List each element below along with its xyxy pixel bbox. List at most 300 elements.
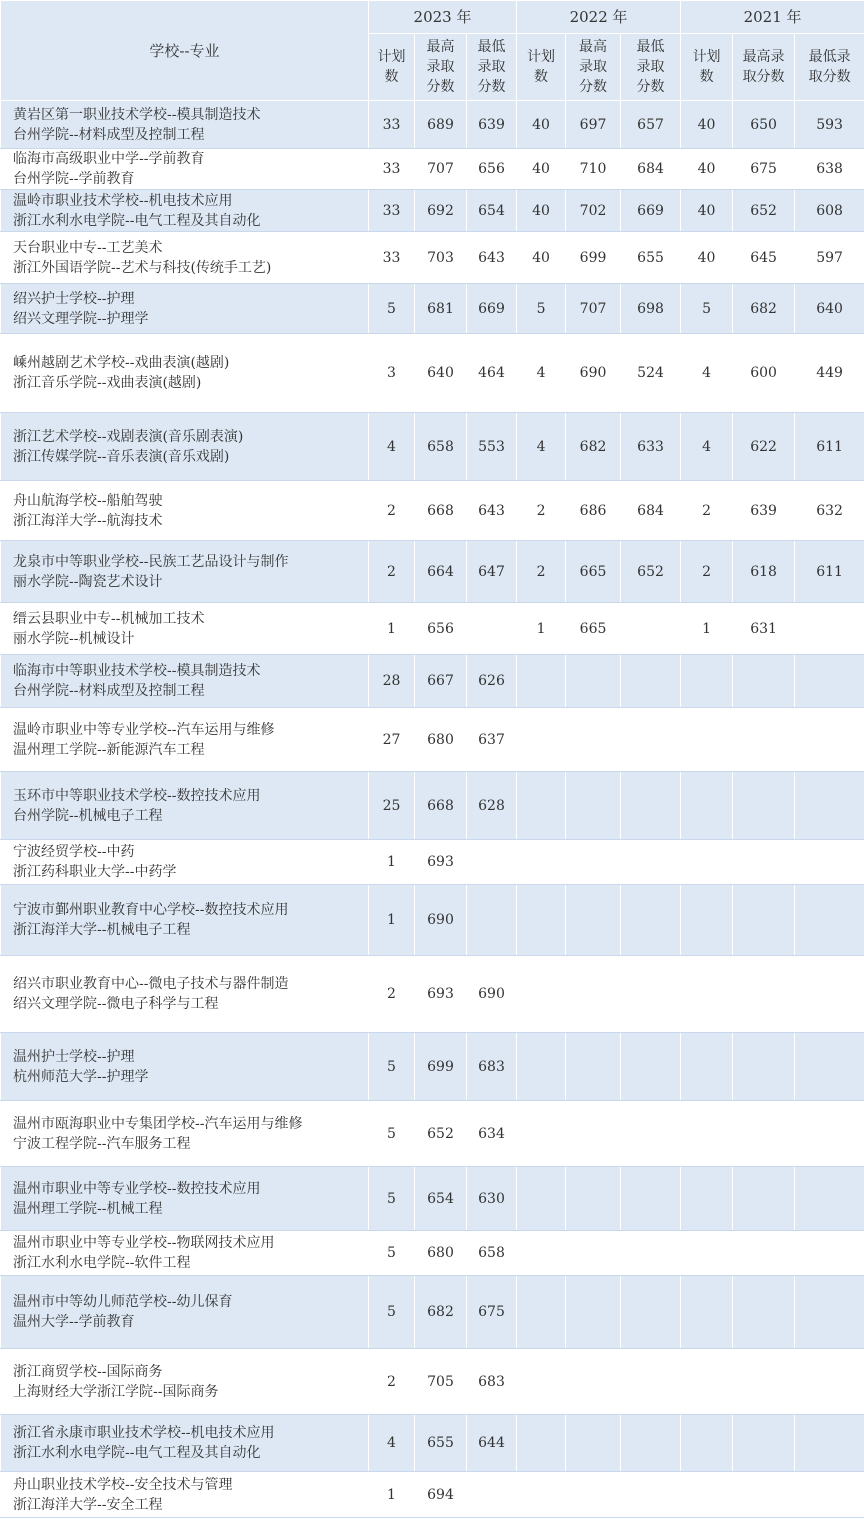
value-cell	[795, 1276, 864, 1349]
value-cell: 5	[369, 284, 415, 334]
value-cell	[517, 1349, 566, 1415]
value-cell	[621, 1349, 681, 1415]
value-cell: 593	[795, 101, 864, 149]
column-header-line: 计划	[527, 49, 556, 65]
college-name: 浙江水利水电学院--电气工程及其自动化	[13, 1445, 261, 1461]
column-header	[795, 34, 864, 101]
school-major-cell	[1, 708, 369, 772]
value-cell: 702	[566, 190, 621, 232]
value-cell	[681, 840, 733, 885]
value-cell: 2	[369, 1349, 415, 1415]
value-cell	[467, 885, 517, 956]
table-row	[1, 190, 864, 232]
college-name: 浙江海洋大学--航海技术	[13, 512, 163, 529]
value-cell	[681, 1415, 733, 1472]
school-name: 温州护士学校--护理	[13, 1048, 135, 1065]
school-major-cell	[1, 1033, 369, 1101]
value-cell: 1	[681, 603, 733, 655]
value-cell	[517, 1231, 566, 1276]
school-major-cell	[1, 956, 369, 1033]
table-row	[1, 772, 864, 840]
value-cell: 553	[467, 413, 517, 481]
value-cell: 40	[517, 101, 566, 149]
school-name: 温州市中等幼儿师范学校--幼儿保育	[13, 1294, 233, 1310]
table-body	[1, 101, 864, 1518]
table-row	[1, 956, 864, 1033]
table-row	[1, 1349, 864, 1415]
value-cell: 689	[415, 101, 467, 149]
value-cell	[733, 840, 795, 885]
value-cell	[566, 840, 621, 885]
value-cell: 680	[415, 1231, 467, 1276]
value-cell: 28	[369, 655, 415, 708]
value-cell: 640	[415, 334, 467, 413]
value-cell: 630	[467, 1167, 517, 1231]
column-header-line: 计划	[377, 49, 406, 65]
college-name: 绍兴文理学院--护理学	[13, 310, 149, 327]
value-cell	[795, 1101, 864, 1167]
school-major-cell	[1, 1167, 369, 1231]
value-cell: 683	[467, 1349, 517, 1415]
school-major-cell	[1, 413, 369, 481]
school-name: 温岭市职业技术学校--机电技术应用	[13, 192, 233, 209]
school-major-cell	[1, 190, 369, 232]
school-major-cell	[1, 1415, 369, 1472]
table-row	[1, 149, 864, 190]
school-name: 舟山航海学校--船舶驾驶	[13, 492, 163, 509]
value-cell: 5	[369, 1167, 415, 1231]
table-row	[1, 655, 864, 708]
value-cell: 652	[621, 541, 681, 603]
school-major-cell	[1, 772, 369, 840]
value-cell	[517, 655, 566, 708]
value-cell: 686	[566, 481, 621, 541]
value-cell	[733, 1167, 795, 1231]
value-cell: 698	[621, 284, 681, 334]
value-cell: 5	[369, 1231, 415, 1276]
value-cell: 692	[415, 190, 467, 232]
value-cell	[566, 1167, 621, 1231]
college-name: 温州大学--学前教育	[13, 1314, 135, 1330]
college-name: 浙江传媒学院--音乐表演(音乐戏剧)	[13, 448, 230, 465]
school-major-cell	[1, 149, 369, 190]
value-cell	[733, 655, 795, 708]
school-major-cell	[1, 541, 369, 603]
school-name: 宁波经贸学校--中药	[13, 844, 135, 860]
value-cell: 690	[415, 885, 467, 956]
college-name: 温州理工学院--机械工程	[13, 1200, 163, 1217]
value-cell: 40	[681, 232, 733, 284]
value-cell	[517, 956, 566, 1033]
value-cell	[795, 1349, 864, 1415]
value-cell: 684	[621, 481, 681, 541]
value-cell: 656	[415, 603, 467, 655]
value-cell: 40	[517, 149, 566, 190]
value-cell	[621, 1167, 681, 1231]
value-cell: 1	[369, 840, 415, 885]
value-cell	[681, 1167, 733, 1231]
school-name: 嵊州越剧艺术学校--戏曲表演(越剧)	[13, 355, 230, 371]
table-header	[1, 1, 864, 101]
value-cell: 25	[369, 772, 415, 840]
table-row	[1, 284, 864, 334]
column-header	[369, 34, 415, 101]
value-cell: 640	[795, 284, 864, 334]
table-row	[1, 840, 864, 885]
column-header	[621, 34, 681, 101]
value-cell	[795, 1033, 864, 1101]
value-cell: 664	[415, 541, 467, 603]
college-name: 浙江音乐学院--戏曲表演(越剧)	[13, 375, 202, 391]
value-cell: 684	[621, 149, 681, 190]
year-header-2023: 2023 年	[369, 1, 517, 34]
value-cell: 40	[681, 101, 733, 149]
value-cell	[621, 1231, 681, 1276]
value-cell	[621, 885, 681, 956]
value-cell	[566, 1415, 621, 1472]
column-header-line: 分数	[579, 79, 608, 95]
value-cell	[621, 655, 681, 708]
school-major-cell	[1, 655, 369, 708]
column-header-line: 录取	[579, 59, 608, 75]
school-name: 临海市高级职业中学--学前教育	[13, 151, 205, 167]
value-cell	[681, 1349, 733, 1415]
value-cell	[681, 1033, 733, 1101]
value-cell: 643	[467, 481, 517, 541]
value-cell	[467, 1472, 517, 1518]
value-cell: 40	[517, 232, 566, 284]
value-cell	[621, 1101, 681, 1167]
school-major-cell	[1, 1231, 369, 1276]
value-cell	[733, 1415, 795, 1472]
school-major-header: 学校--专业	[1, 1, 369, 101]
college-name: 浙江药科职业大学--中药学	[13, 864, 177, 880]
value-cell	[621, 1472, 681, 1518]
school-name: 临海市中等职业技术学校--模具制造技术	[13, 663, 261, 679]
value-cell: 699	[566, 232, 621, 284]
school-name: 舟山职业技术学校--安全技术与管理	[13, 1476, 233, 1493]
value-cell: 705	[415, 1349, 467, 1415]
value-cell	[517, 885, 566, 956]
value-cell	[566, 772, 621, 840]
value-cell: 1	[369, 603, 415, 655]
school-major-cell	[1, 284, 369, 334]
column-header-line: 数	[534, 69, 549, 85]
value-cell	[517, 1415, 566, 1472]
value-cell: 657	[621, 101, 681, 149]
school-major-cell	[1, 1472, 369, 1518]
value-cell	[566, 1472, 621, 1518]
value-cell: 5	[369, 1276, 415, 1349]
value-cell: 667	[415, 655, 467, 708]
value-cell	[733, 1033, 795, 1101]
value-cell	[795, 772, 864, 840]
value-cell	[795, 885, 864, 956]
value-cell: 3	[369, 334, 415, 413]
value-cell	[733, 1276, 795, 1349]
value-cell	[795, 1167, 864, 1231]
value-cell: 690	[467, 956, 517, 1033]
college-name: 杭州师范大学--护理学	[13, 1068, 149, 1085]
table-row	[1, 1472, 864, 1518]
value-cell: 2	[517, 481, 566, 541]
value-cell: 618	[733, 541, 795, 603]
column-header-line: 计划	[692, 49, 721, 65]
college-name: 上海财经大学浙江学院--国际商务	[13, 1383, 219, 1400]
column-header-line: 分数	[426, 79, 455, 95]
table-row	[1, 603, 864, 655]
value-cell: 683	[467, 1033, 517, 1101]
table-row	[1, 708, 864, 772]
value-cell: 33	[369, 101, 415, 149]
value-cell: 652	[733, 190, 795, 232]
value-cell: 669	[467, 284, 517, 334]
value-cell: 449	[795, 334, 864, 413]
school-name: 温州市职业中等专业学校--物联网技术应用	[13, 1235, 275, 1251]
value-cell	[566, 1033, 621, 1101]
value-cell: 647	[467, 541, 517, 603]
value-cell	[621, 840, 681, 885]
value-cell	[681, 1276, 733, 1349]
school-major-cell	[1, 885, 369, 956]
school-name: 龙泉市中等职业学校--民族工艺品设计与制作	[13, 553, 289, 570]
value-cell	[733, 956, 795, 1033]
table-row	[1, 1415, 864, 1472]
value-cell	[467, 603, 517, 655]
column-header	[681, 34, 733, 101]
value-cell: 654	[467, 190, 517, 232]
value-cell: 2	[369, 541, 415, 603]
school-major-cell	[1, 1276, 369, 1349]
value-cell: 675	[467, 1276, 517, 1349]
table-row	[1, 541, 864, 603]
column-header	[566, 34, 621, 101]
value-cell: 665	[566, 541, 621, 603]
college-name: 丽水学院--机械设计	[13, 630, 135, 647]
value-cell	[566, 1101, 621, 1167]
value-cell: 611	[795, 541, 864, 603]
value-cell	[566, 708, 621, 772]
value-cell: 682	[733, 284, 795, 334]
school-name: 温州市职业中等专业学校--数控技术应用	[13, 1180, 261, 1197]
value-cell: 33	[369, 232, 415, 284]
value-cell: 655	[415, 1415, 467, 1472]
column-header-line: 数	[699, 69, 714, 85]
value-cell: 707	[415, 149, 467, 190]
value-cell	[517, 772, 566, 840]
value-cell	[681, 1101, 733, 1167]
value-cell: 626	[467, 655, 517, 708]
value-cell	[681, 1472, 733, 1518]
table-row	[1, 334, 864, 413]
school-major-cell	[1, 1349, 369, 1415]
column-header-line: 分数	[636, 79, 665, 95]
column-header-line: 录取	[426, 59, 455, 75]
column-header-line: 录取	[477, 59, 506, 75]
school-major-cell	[1, 481, 369, 541]
value-cell	[621, 1276, 681, 1349]
table-row	[1, 1101, 864, 1167]
college-name: 绍兴文理学院--微电子科学与工程	[13, 996, 219, 1012]
value-cell	[733, 1349, 795, 1415]
value-cell: 608	[795, 190, 864, 232]
value-cell: 644	[467, 1415, 517, 1472]
value-cell: 1	[517, 603, 566, 655]
value-cell: 5	[681, 284, 733, 334]
column-header-line: 最低	[636, 39, 665, 55]
value-cell: 631	[733, 603, 795, 655]
value-cell: 4	[681, 413, 733, 481]
column-header-line: 最低	[477, 39, 506, 55]
value-cell	[733, 1101, 795, 1167]
value-cell	[517, 1472, 566, 1518]
value-cell: 658	[415, 413, 467, 481]
school-major-cell	[1, 334, 369, 413]
value-cell: 693	[415, 956, 467, 1033]
value-cell	[517, 1033, 566, 1101]
column-header-line: 最低录	[808, 49, 851, 65]
value-cell: 40	[681, 190, 733, 232]
value-cell: 668	[415, 481, 467, 541]
column-header	[415, 34, 467, 101]
value-cell	[795, 655, 864, 708]
column-header	[733, 34, 795, 101]
table-row	[1, 413, 864, 481]
value-cell: 699	[415, 1033, 467, 1101]
value-cell	[517, 840, 566, 885]
year-header-2021: 2021 年	[681, 1, 864, 34]
college-name: 台州学院--材料成型及控制工程	[13, 683, 205, 699]
value-cell	[681, 1231, 733, 1276]
value-cell: 40	[681, 149, 733, 190]
college-name: 浙江海洋大学--机械电子工程	[13, 922, 191, 938]
value-cell: 665	[566, 603, 621, 655]
school-name: 黄岩区第一职业技术学校--模具制造技术	[13, 106, 261, 123]
value-cell	[566, 1276, 621, 1349]
school-name: 玉环市中等职业技术学校--数控技术应用	[13, 787, 261, 804]
value-cell	[795, 1472, 864, 1518]
value-cell: 645	[733, 232, 795, 284]
column-header-line: 取分数	[808, 69, 851, 85]
value-cell	[795, 840, 864, 885]
value-cell: 690	[566, 334, 621, 413]
column-header-line: 取分数	[742, 69, 785, 85]
school-name: 绍兴护士学校--护理	[13, 290, 135, 307]
value-cell: 639	[467, 101, 517, 149]
value-cell: 634	[467, 1101, 517, 1167]
college-name: 丽水学院--陶瓷艺术设计	[13, 573, 163, 590]
value-cell: 2	[369, 481, 415, 541]
college-name: 台州学院--材料成型及控制工程	[13, 126, 205, 143]
value-cell: 632	[795, 481, 864, 541]
value-cell: 524	[621, 334, 681, 413]
school-name: 浙江艺术学校--戏剧表演(音乐剧表演)	[13, 428, 244, 445]
value-cell	[795, 1231, 864, 1276]
value-cell: 643	[467, 232, 517, 284]
value-cell: 703	[415, 232, 467, 284]
value-cell	[566, 655, 621, 708]
column-header	[467, 34, 517, 101]
value-cell	[733, 772, 795, 840]
value-cell	[621, 956, 681, 1033]
value-cell	[681, 885, 733, 956]
value-cell: 2	[681, 541, 733, 603]
school-major-cell	[1, 1101, 369, 1167]
value-cell	[681, 708, 733, 772]
column-header	[517, 34, 566, 101]
value-cell	[621, 1033, 681, 1101]
school-name: 浙江商贸学校--国际商务	[13, 1363, 163, 1380]
value-cell: 680	[415, 708, 467, 772]
value-cell: 27	[369, 708, 415, 772]
college-name: 台州学院--机械电子工程	[13, 807, 163, 824]
value-cell: 4	[517, 334, 566, 413]
value-cell	[566, 885, 621, 956]
college-name: 温州理工学院--新能源汽车工程	[13, 741, 205, 758]
value-cell	[621, 1415, 681, 1472]
value-cell: 464	[467, 334, 517, 413]
value-cell: 682	[566, 413, 621, 481]
table-row	[1, 1167, 864, 1231]
value-cell: 628	[467, 772, 517, 840]
value-cell	[621, 772, 681, 840]
school-name: 宁波市鄞州职业教育中心学校--数控技术应用	[13, 902, 289, 918]
value-cell: 600	[733, 334, 795, 413]
value-cell: 622	[733, 413, 795, 481]
value-cell	[681, 772, 733, 840]
value-cell	[621, 603, 681, 655]
value-cell: 658	[467, 1231, 517, 1276]
table-row	[1, 232, 864, 284]
college-name: 浙江水利水电学院--电气工程及其自动化	[13, 212, 261, 229]
value-cell: 675	[733, 149, 795, 190]
value-cell: 710	[566, 149, 621, 190]
value-cell: 639	[733, 481, 795, 541]
school-major-cell	[1, 101, 369, 149]
value-cell: 5	[369, 1033, 415, 1101]
school-name: 天台职业中专--工艺美术	[13, 239, 163, 256]
value-cell: 707	[566, 284, 621, 334]
value-cell	[517, 1101, 566, 1167]
value-cell: 655	[621, 232, 681, 284]
value-cell: 2	[517, 541, 566, 603]
value-cell: 4	[517, 413, 566, 481]
school-major-cell	[1, 232, 369, 284]
value-cell: 638	[795, 149, 864, 190]
value-cell: 4	[369, 413, 415, 481]
value-cell: 597	[795, 232, 864, 284]
value-cell	[733, 885, 795, 956]
value-cell	[795, 603, 864, 655]
value-cell: 33	[369, 149, 415, 190]
value-cell	[517, 1167, 566, 1231]
value-cell	[517, 708, 566, 772]
value-cell: 650	[733, 101, 795, 149]
college-name: 浙江外国语学院--艺术与科技(传统手工艺)	[13, 259, 272, 276]
table-row	[1, 885, 864, 956]
value-cell: 1	[369, 1472, 415, 1518]
year-header-2022: 2022 年	[517, 1, 681, 34]
value-cell	[566, 956, 621, 1033]
column-header-line: 数	[384, 69, 399, 85]
value-cell	[733, 708, 795, 772]
value-cell	[681, 956, 733, 1033]
table-row	[1, 1231, 864, 1276]
column-header-line: 最高	[426, 39, 455, 55]
value-cell: 693	[415, 840, 467, 885]
value-cell: 652	[415, 1101, 467, 1167]
value-cell	[517, 1276, 566, 1349]
